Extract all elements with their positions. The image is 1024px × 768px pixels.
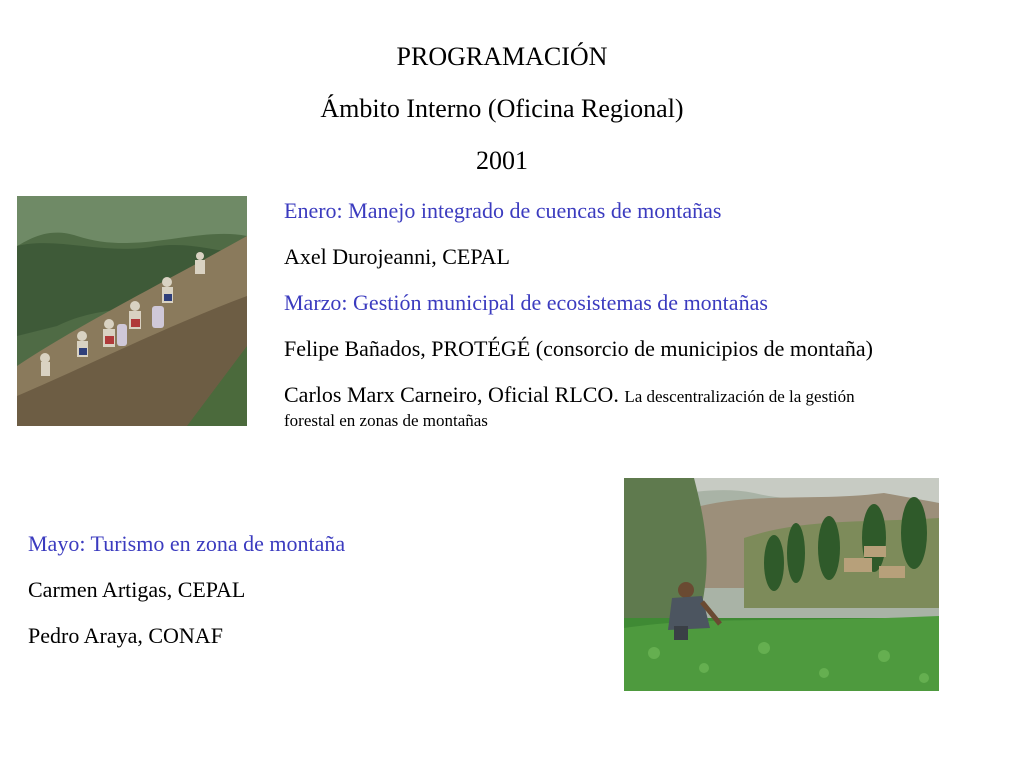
page-title: PROGRAMACIÓN [396, 42, 608, 71]
speaker-banados: Felipe Bañados, PROTÉGÉ (consorcio de municipios de montaña) [284, 336, 873, 361]
event-enero-month: Enero [284, 198, 337, 223]
speaker-carneiro-name: Carlos Marx Carneiro, Oficial RLCO. [284, 382, 619, 407]
speaker-carneiro-note-part2: forestal en zonas de montañas [284, 411, 488, 430]
event-mayo-topic: Turismo en zona de montaña [90, 531, 346, 556]
event-enero: Enero: Manejo integrado de cuencas de montañas [284, 198, 722, 223]
event-mayo: Mayo: Turismo en zona de montaña [28, 531, 346, 556]
event-marzo: Marzo: Gestión municipal de ecosistemas de montañas [284, 290, 768, 315]
speaker-durojeanni: Axel Durojeanni, CEPAL [284, 244, 510, 269]
speaker-carneiro-note-part1: La descentralización de la gestión [624, 387, 855, 406]
page-year: 2001 [476, 146, 528, 175]
speaker-araya: Pedro Araya, CONAF [28, 623, 223, 648]
event-mayo-month: Mayo [28, 531, 80, 556]
speaker-artigas: Carmen Artigas, CEPAL [28, 577, 246, 602]
speaker-carneiro [284, 382, 855, 408]
event-enero-topic: Manejo integrado de cuencas de montañas [348, 198, 722, 223]
event-marzo-topic: Gestión municipal de ecosistemas de montañas [353, 290, 768, 315]
page-subtitle: Ámbito Interno (Oficina Regional) [320, 94, 684, 123]
mountain-terrace-workers-photo [17, 196, 247, 426]
event-marzo-month: Marzo [284, 290, 342, 315]
mountain-valley-farmer-photo [624, 478, 939, 691]
